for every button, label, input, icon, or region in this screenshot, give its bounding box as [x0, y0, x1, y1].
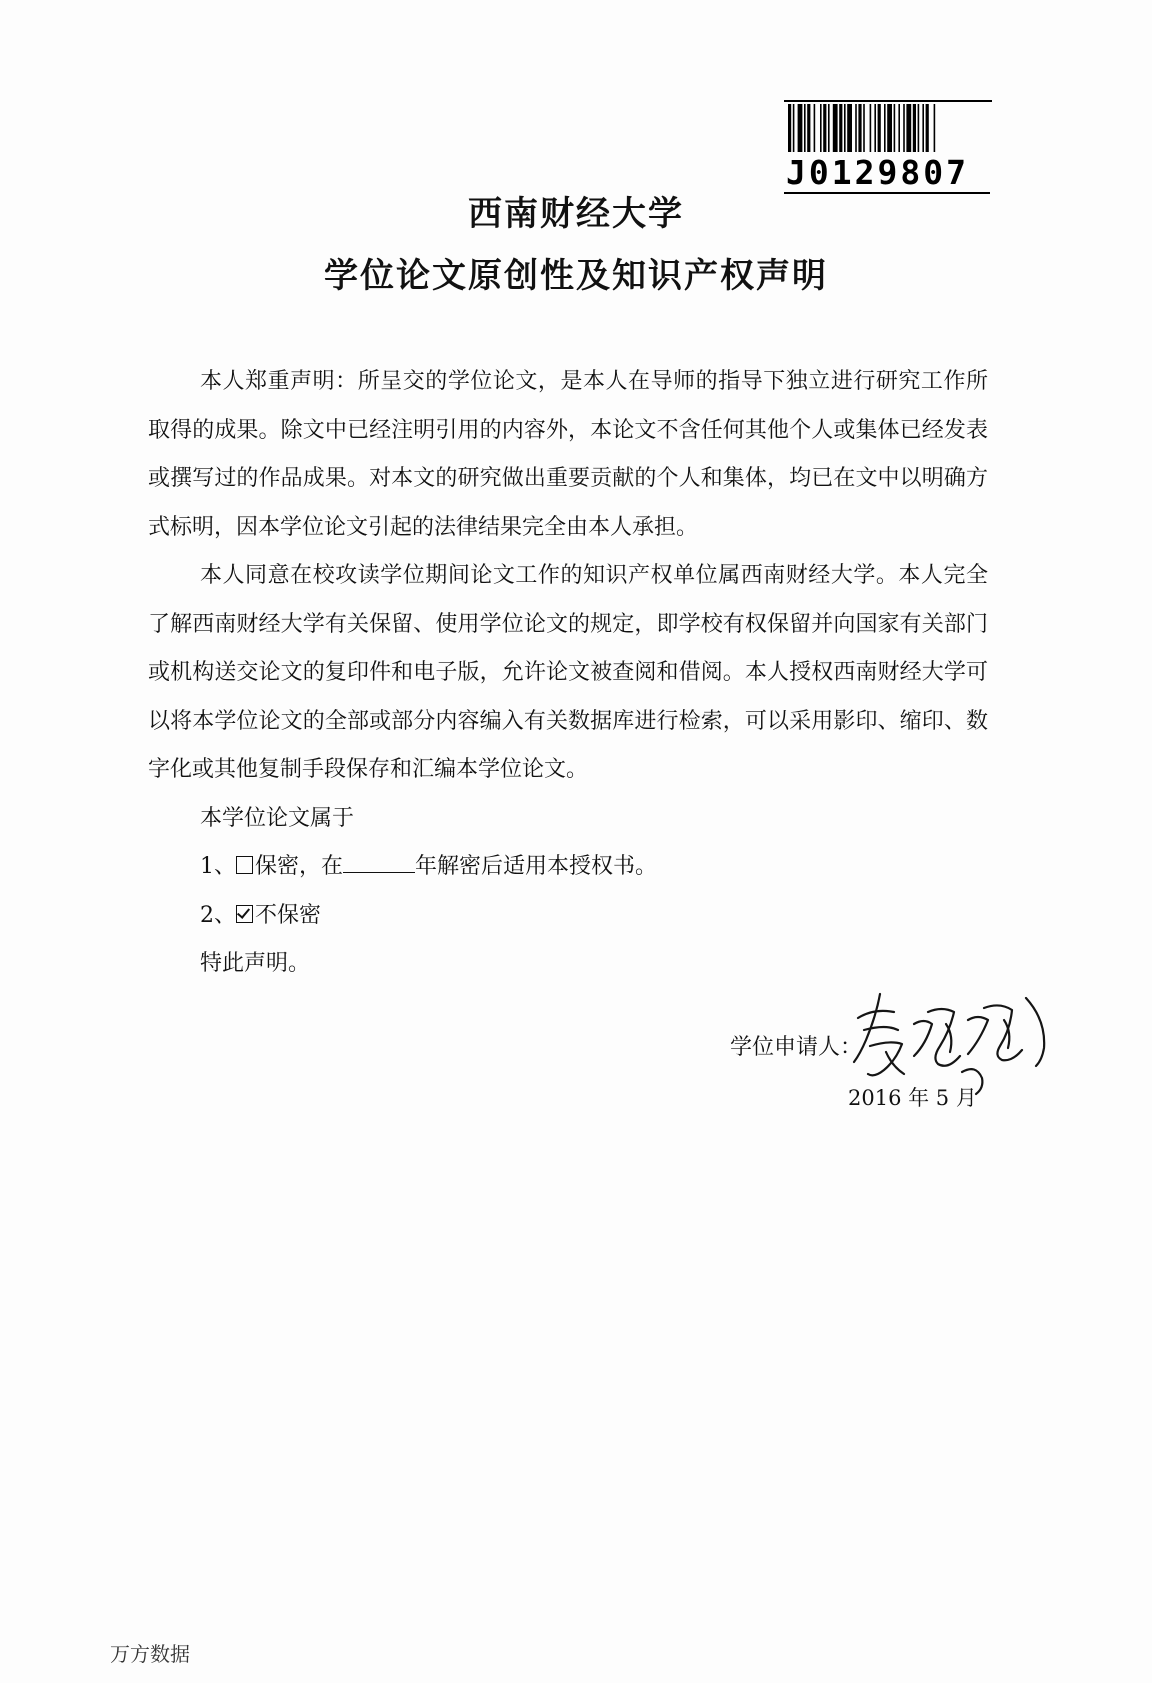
- university-name: 西南财经大学: [468, 194, 684, 234]
- option-confidential-number: 1、: [200, 854, 236, 879]
- barcode-bars: [784, 100, 992, 156]
- option-confidential-suffix: 年解密后适用本授权书。: [415, 854, 658, 879]
- option-not-confidential: [148, 892, 988, 941]
- applicant-label: 学位申请人：: [730, 1035, 863, 1060]
- not-confidential-checkbox[interactable]: [236, 905, 253, 923]
- barcode-number: J0129807: [786, 153, 969, 192]
- option-confidential: [148, 843, 988, 892]
- signature-date: 2016 年 5 月: [848, 1086, 977, 1110]
- closing-statement: 特此声明。: [200, 951, 311, 976]
- option-confidential-label: 保密，在: [255, 854, 344, 879]
- database-watermark: 万方数据: [110, 1642, 190, 1666]
- originality-paragraph: 本人郑重声明：所呈交的学位论文，是本人在导师的指导下独立进行研究工作所取得的成果。除文中已经注明引用的内容外，本论文不含任何其他个人或集体已经发表或撰写过的作品成果。对本文的研究做出重要贡献的个人和集体，均已在文中以明确方式标明，因本学位论文引起的法律结果完全由本人承担。: [148, 369, 988, 540]
- option-not-confidential-label: 不保密: [255, 902, 322, 928]
- confidential-checkbox[interactable]: [236, 856, 253, 874]
- copyright-paragraph: 本人同意在校攻读学位期间论文工作的知识产权单位属西南财经大学。本人完全了解西南财经大学有关保留、使用学位论文的规定，即学校有权保留并向国家有关部门或机构送交论文的复印件和电子版，允许论文被查阅和借阅。本人授权西南财经大学可以将本学位论文的全部或部分内容编入有关数据库进行检索，可以采用影印、缩印、数字化或其他复制手段保存和汇编本学位论文。: [148, 563, 988, 782]
- barcode: [784, 100, 994, 194]
- document-title: 学位论文原创性及知识产权声明: [324, 256, 828, 296]
- declaration-body: [148, 358, 988, 989]
- belongs-label: 本学位论文属于: [200, 805, 355, 831]
- option-not-confidential-number: 2、: [200, 902, 236, 928]
- declassify-year-blank[interactable]: [343, 852, 415, 873]
